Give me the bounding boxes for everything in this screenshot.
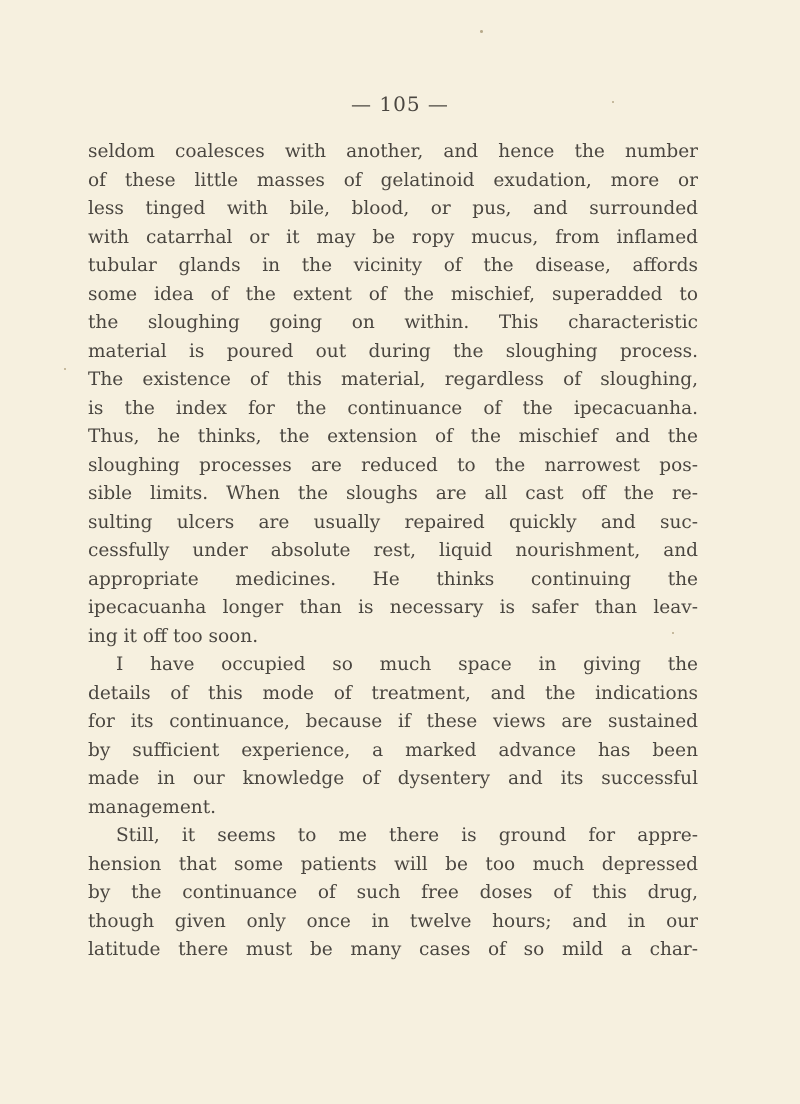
text-line: though given only once in twelve hours; and in our bbox=[88, 910, 698, 932]
text-line: tubular glands in the vicinity of the disease, affords bbox=[88, 255, 698, 276]
text-line: The existence of this material, regardless of sloughing, bbox=[88, 369, 698, 390]
text-line: sulting ulcers are usually repaired quickly and suc- bbox=[88, 511, 698, 533]
text-line: by the continuance of such free doses of this drug, bbox=[88, 882, 698, 903]
text-line: the sloughing going on within. This characteristic bbox=[88, 312, 698, 333]
text-line: appropriate medicines. He thinks continuing the bbox=[88, 568, 698, 590]
paper-speck bbox=[672, 632, 674, 634]
text-line: seldom coalesces with another, and hence the number bbox=[88, 141, 698, 162]
text-line: hension that some patients will be too much depressed bbox=[88, 853, 698, 875]
text-line: Thus, he thinks, the extension of the mischief and the bbox=[88, 426, 698, 447]
text-line: ing it off too soon. bbox=[88, 625, 259, 647]
text-line: some idea of the extent of the mischief, superadded to bbox=[88, 283, 698, 305]
text-line: of these little masses of gelatinoid exudation, more or bbox=[88, 169, 698, 191]
text-line: with catarrhal or it may be ropy mucus, from inflamed bbox=[88, 226, 698, 248]
text-line: for its continuance, because if these views are sustained bbox=[88, 711, 698, 732]
text-line: details of this mode of treatment, and the indications bbox=[88, 682, 698, 704]
paper-speck bbox=[612, 101, 614, 103]
text-line: made in our knowledge of dysentery and its successful bbox=[88, 768, 698, 789]
text-line: by sufficient experience, a marked advance has been bbox=[88, 739, 698, 761]
text-line: is the index for the continuance of the ipecacuanha. bbox=[88, 397, 698, 419]
text-line: Still, it seems to me there is ground for appre- bbox=[116, 825, 698, 846]
text-line: cessfully under absolute rest, liquid nourishment, and bbox=[88, 540, 698, 561]
text-line: less tinged with bile, blood, or pus, and surrounded bbox=[88, 198, 698, 219]
text-line: sible limits. When the sloughs are all cast off the re- bbox=[88, 483, 698, 504]
page-number: — 105 — bbox=[351, 92, 449, 116]
text-line: sloughing processes are reduced to the narrowest pos- bbox=[88, 454, 698, 476]
text-line: management. bbox=[88, 796, 217, 818]
text-line: ipecacuanha longer than is necessary is safer than leav- bbox=[88, 597, 698, 618]
text-line: I have occupied so much space in giving the bbox=[116, 654, 698, 675]
text-line: latitude there must be many cases of so mild a char- bbox=[88, 939, 698, 960]
paper-speck bbox=[480, 30, 483, 33]
body-text bbox=[88, 138, 698, 965]
paper-speck bbox=[64, 368, 66, 370]
text-line: material is poured out during the sloughing process. bbox=[88, 340, 698, 362]
